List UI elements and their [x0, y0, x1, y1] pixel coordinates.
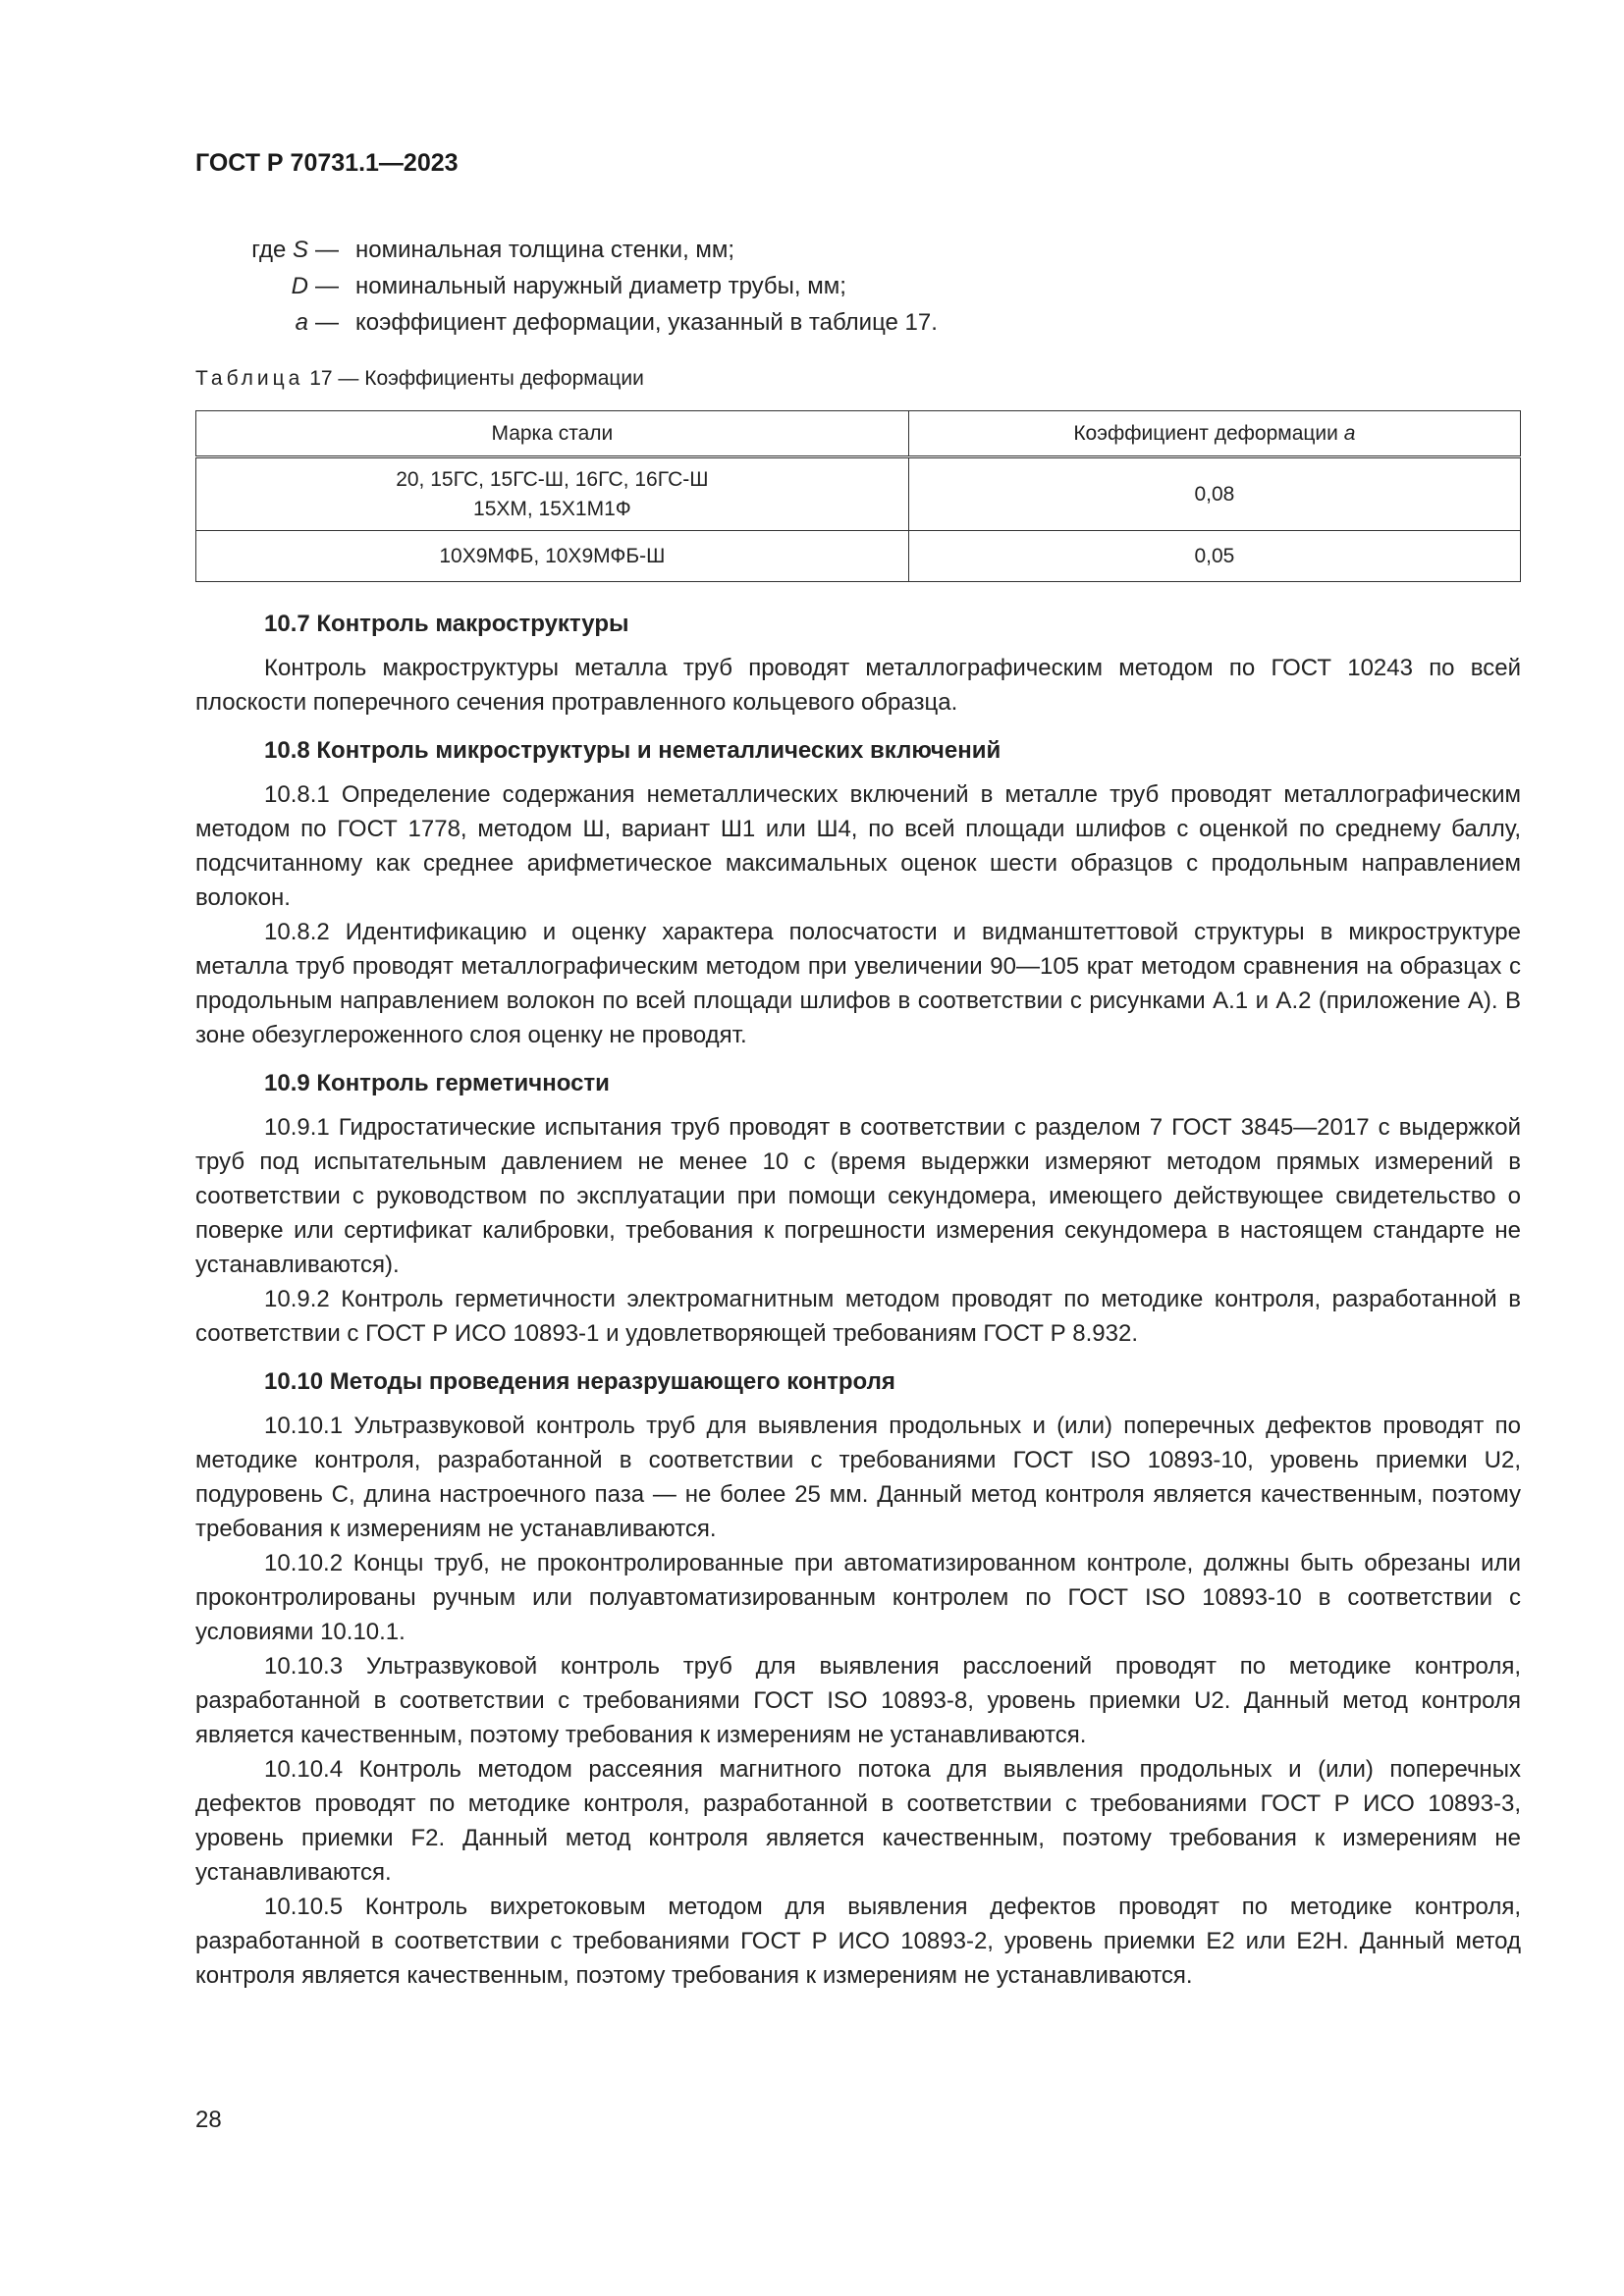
table-cell-steel — [196, 457, 909, 531]
legend-dash: — — [315, 273, 339, 299]
table-cell-coef: 0,05 — [908, 531, 1520, 582]
legend-dash: — — [315, 237, 339, 263]
paragraph: 10.9.2 Контроль герметичности электромагнитным методом проводят по методике контроля, разработанной в соответствии с ГОСТ Р ИСО 10893-1 и удовлетворяющей требованиям ГОСТ Р 8.932. — [195, 1286, 1521, 1347]
section-heading-10-10: 10.10 Методы проведения неразрушающего контроля — [264, 1368, 895, 1395]
legend-definition: номинальный наружный диаметр трубы, мм; — [355, 273, 846, 299]
document-body — [195, 607, 1521, 1993]
table-row — [196, 531, 1521, 582]
paragraph: 10.10.2 Концы труб, не проконтролированные при автоматизированном контроле, должны быть обрезаны или проконтролированы ручным или полуавтоматизированным контролем по ГОСТ ISO 10893-10 в соответствии с условиями 10.10.1. — [195, 1550, 1521, 1645]
table-cell-steel: 10Х9МФБ, 10Х9МФБ-Ш — [196, 531, 909, 582]
deformation-coefficient-table — [195, 410, 1521, 582]
page-number: 28 — [195, 2107, 222, 2133]
paragraph: 10.8.2 Идентификацию и оценку характера полосчатости и видманштеттовой структуры в микроструктуре металла труб проводят металлографическим методом при увеличении 90—105 крат методом сравнения на образцах с продольным направлением волокон по всей площади шлифов в соответствии с рисунками А.1 и А.2 (приложение А). В зоне обезуглероженного слоя оценку не проводят. — [195, 919, 1521, 1048]
legend-symbol: D — [291, 273, 308, 299]
legend-symbol: a — [295, 309, 308, 336]
table-caption — [195, 367, 644, 391]
paragraph: 10.10.1 Ультразвуковой контроль труб для выявления продольных и (или) поперечных дефектов проводят по методике контроля, разработанной в соответствии с требованиями ГОСТ ISO 10893-10, уровень приемки U2, подуровень С, длина настроечного паза — не более 25 мм. Данный метод контроля является качественным, поэтому требования к измерениям не устанавливаются. — [195, 1413, 1521, 1542]
table-caption-word: Таблица — [195, 367, 304, 390]
section-heading-10-9: 10.9 Контроль герметичности — [264, 1070, 610, 1096]
table-header-coef-symbol: a — [1343, 421, 1356, 445]
legend-lead-word: где — [251, 237, 287, 263]
paragraph: 10.10.4 Контроль методом рассеяния магнитного потока для выявления продольных и (или) поперечных дефектов проводят по методике контроля, разработанной в соответствии с требованиями ГОСТ Р ИСО 10893-3, уровень приемки F2. Данный метод контроля является качественным, поэтому требования к измерениям не устанавливаются. — [195, 1756, 1521, 1886]
legend-dash: — — [315, 309, 339, 336]
legend-lead — [251, 232, 308, 268]
section-heading-10-7: 10.7 Контроль макроструктуры — [264, 611, 629, 637]
document-header: ГОСТ Р 70731.1—2023 — [195, 149, 459, 177]
paragraph: 10.9.1 Гидростатические испытания труб проводят в соответствии с разделом 7 ГОСТ 3845—2017 с выдержкой труб под испытательным давлением не менее 10 с (время выдержки измеряют методом прямых измерений в соответствии с руководством по эксплуатации при помощи секундомера, имеющего действующее свидетельство о поверке или сертификат калибровки, требования к погрешности измерения секундомера в настоящем стандарте не устанавливаются). — [195, 1114, 1521, 1278]
steel-grade-line: 20, 15ГС, 15ГС-Ш, 16ГС, 16ГС-Ш — [396, 467, 709, 491]
table-header-coef — [908, 411, 1520, 457]
paragraph: 10.10.5 Контроль вихретоковым методом для выявления дефектов проводят по методике контроля, разработанной в соответствии с требованиями ГОСТ Р ИСО 10893-2, уровень приемки Е2 или Е2Н. Данный метод контроля является качественным, поэтому требования к измерениям не устанавливаются. — [195, 1894, 1521, 1989]
table-cell-coef: 0,08 — [908, 457, 1520, 531]
paragraph: 10.10.3 Ультразвуковой контроль труб для выявления расслоений проводят по методике контроля, разработанной в соответствии с требованиями ГОСТ ISO 10893-8, уровень приемки U2. Данный метод контроля является качественным, поэтому требования к измерениям не устанавливаются. — [195, 1653, 1521, 1748]
paragraph: 10.8.1 Определение содержания неметаллических включений в металле труб проводят металлографическим методом по ГОСТ 1778, методом Ш, вариант Ш1 или Ш4, по всей площади шлифов с оценкой по среднему баллу, подсчитанному как среднее арифметическое максимальных оценок шести образцов с продольным направлением волокон. — [195, 781, 1521, 911]
table-header-coef-text: Коэффициент деформации — [1073, 421, 1338, 445]
legend-definition: номинальная толщина стенки, мм; — [355, 237, 735, 263]
table-row — [196, 457, 1521, 531]
steel-grade-line: 15ХМ, 15Х1М1Ф — [473, 497, 631, 520]
legend-symbol: S — [292, 237, 308, 263]
section-heading-10-8: 10.8 Контроль микроструктуры и неметаллических включений — [264, 737, 1001, 764]
paragraph: Контроль макроструктуры металла труб проводят металлографическим методом по ГОСТ 10243 по всей плоскости поперечного сечения протравленного кольцевого образца. — [195, 655, 1521, 716]
table-caption-text: 17 — Коэффициенты деформации — [309, 367, 644, 390]
legend-definition: коэффициент деформации, указанный в таблице 17. — [355, 309, 938, 336]
table-header-steel: Марка стали — [196, 411, 909, 457]
table-header-row — [196, 411, 1521, 457]
